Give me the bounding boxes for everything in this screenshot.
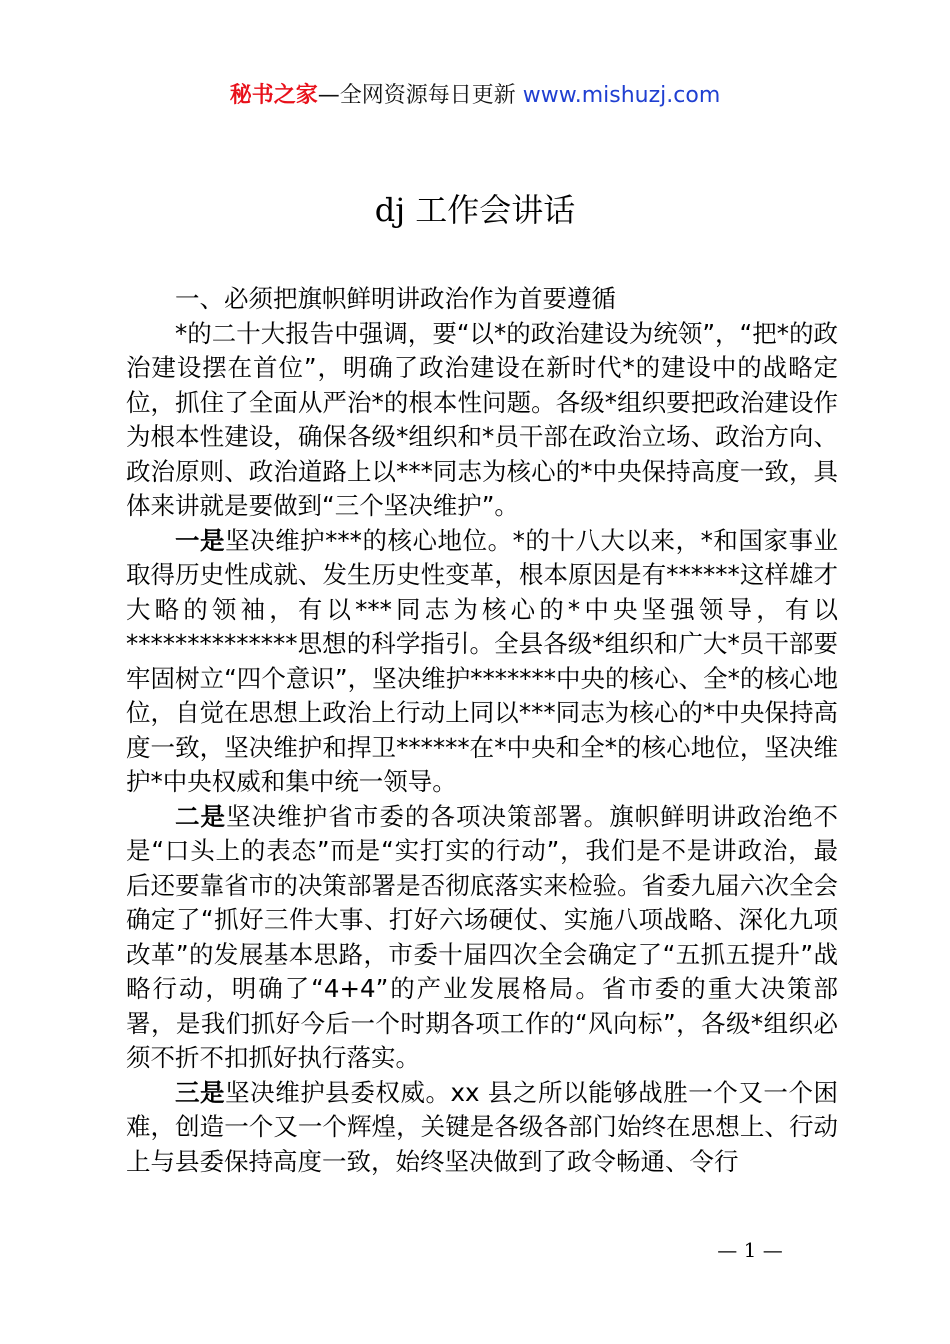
paragraph-lead: 二是 [175,801,227,831]
brand-name: 秘书之家 [229,83,318,108]
site-url-link[interactable]: www.mishuzj.com [522,83,721,108]
paragraph-text: 坚决维护县委权威。xx 县之所以能够战胜一个又一个困难，创造一个又一个辉煌，关键是各级各部门始终在思想上、行动上与县委保持高度一致，始终坚决做到了政令畅通、令行 [126,1077,838,1176]
paragraph-lead: 一是 [175,525,226,555]
paragraph-text: 坚决维护***的核心地位。*的十八大以来，*和国家事业取得历史性成就、发生历史性变革，根本原因是有******这样雄才大略的领袖，有以***同志为核心的*中央坚强领导，有以**************思想的科学指引。全县各级*组织和广大*员干部要牢固树立“四个意识”，坚决维护*******中央的核心、全*的核心地位，自觉在思想上政治上行动上同以***同志为核心的*中央保持高度一致，坚决维护和捍卫******在*中央和全*的核心地位，坚决维护*中央权威和集中统一领导。 [126,525,839,796]
paragraph [126,800,838,1076]
paragraph-text: 坚决维护省市委的各项决策部署。旗帜鲜明讲政治绝不是“口头上的表态”而是“实打实的行动”，我们是不是讲政治，最后还要靠省市的决策部署是否彻底落实来检验。省委九届六次全会确定了“抓好三件大事、打好六场硬仗、实施八项战略、深化九项改革”的发展基本思路，市委十届四次全会确定了“五抓五提升”战略行动，明确了“4+4”的产业发展格局。省市委的重大决策部署，是我们抓好今后一个时期各项工作的“风向标”，各级*组织必须不折不扣抓好执行落实。 [126,801,839,1072]
paragraph: *的二十大报告中强调，要“以*的政治建设为统领”，“把*的政治建设摆在首位”，明确了政治建设在新时代*的建设中的战略定位，抓住了全面从严治*的根本性问题。各级*组织要把政治建设作为根本性建设，确保各级*组织和*员干部在政治立场、政治方向、政治原则、政治道路上以***同志为核心的*中央保持高度一致，具体来讲就是要做到“三个坚决维护”。 [126,318,838,520]
paragraph [126,1076,838,1180]
paragraph [126,524,838,800]
document-title: dj 工作会讲话 [374,191,576,229]
banner-tagline: —全网资源每日更新 [317,83,516,108]
section-heading: 一、必须把旗帜鲜明讲政治作为首要遵循 [175,284,616,313]
paragraph-lead: 三是 [175,1077,226,1107]
site-banner [0,80,950,112]
document-body [126,282,838,1179]
page-number: — 1 — [717,1238,783,1262]
